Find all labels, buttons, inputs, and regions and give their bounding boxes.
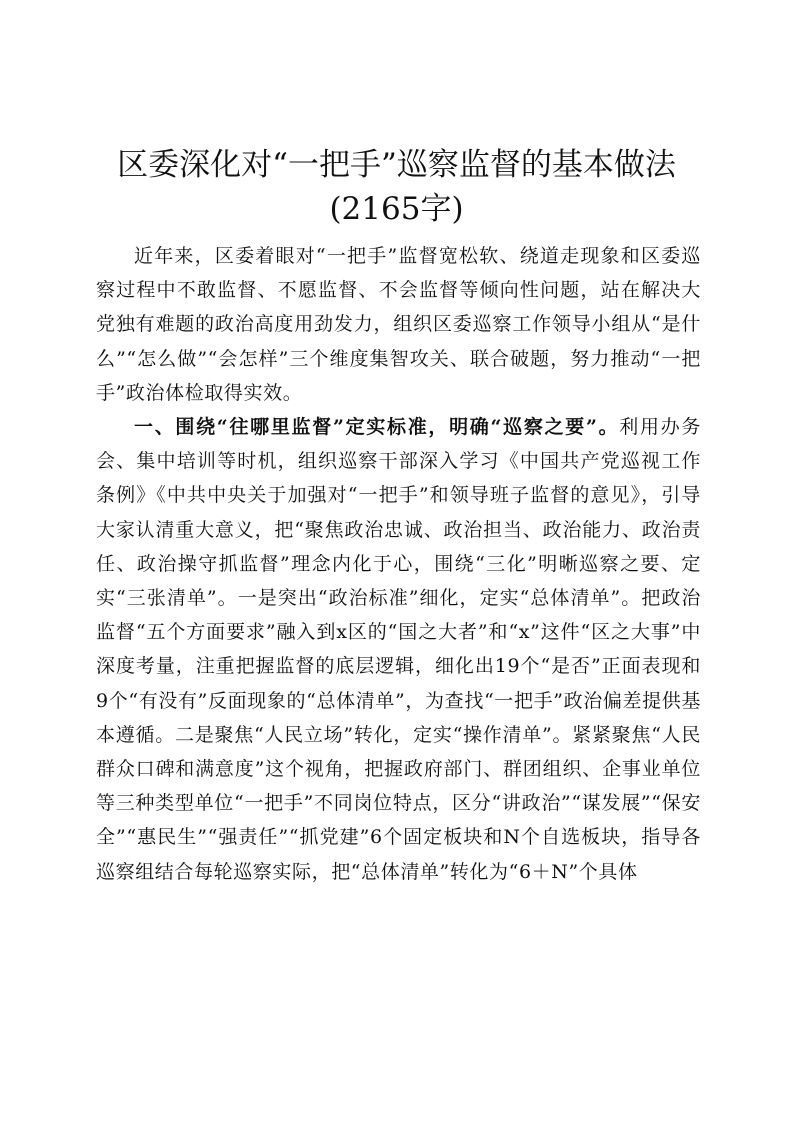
section-1-paragraph: [96, 410, 701, 889]
document-body: [96, 239, 701, 889]
word-count-subtitle: (2165字): [329, 191, 464, 227]
section-1-heading: 一、围绕“往哪里监督”定实标准，明确“巡察之要”。: [134, 416, 620, 439]
document-title: 区委深化对“一把手”巡察监督的基本做法: [117, 147, 676, 183]
section-1-text: 利用办务会、集中培训等时机，组织巡察干部深入学习《中国共产党巡视工作条例》《中共中央关于加强对“一把手”和领导班子监督的意见》，引导大家认清重大意义，把“聚焦政治忠诚、政治担当、政治能力、政治责任、政治操守抓监督”理念内化于心，围绕“三化”明晰巡察之要、定实“三张清单”。一是突出“政治标准”细化，定实“总体清单”。把政治监督“五个方面要求”融入到x区的“国之大者”和“x”这件“区之大事”中深度考量，注重把握监督的底层逻辑，细化出19个“是否”正面表现和9个“有没有”反面现象的“总体清单”，为查找“一把手”政治偏差提供基本遵循。二是聚焦“人民立场”转化，定实“操作清单”。紧紧聚焦“人民群众口碑和满意度”这个视角，把握政府部门、群团组织、企事业单位等三种类型单位“一把手”不同岗位特点，区分“讲政治”“谋发展”“保安全”“惠民生”“强责任”“抓党建”6个固定板块和N个自选板块，指导各巡察组结合每轮巡察实际，把“总体清单”转化为“6＋N”个具体: [96, 416, 702, 883]
intro-paragraph: 近年来，区委着眼对“一把手”监督宽松软、绕道走现象和区委巡察过程中不敢监督、不愿监督、不会监督等倾向性问题，站在解决大党独有难题的政治高度用劲发力，组织区委巡察工作领导小组从“是什么”“怎么做”“会怎样”三个维度集智攻关、联合破题，努力推动“一把手”政治体检取得实效。: [96, 245, 701, 404]
